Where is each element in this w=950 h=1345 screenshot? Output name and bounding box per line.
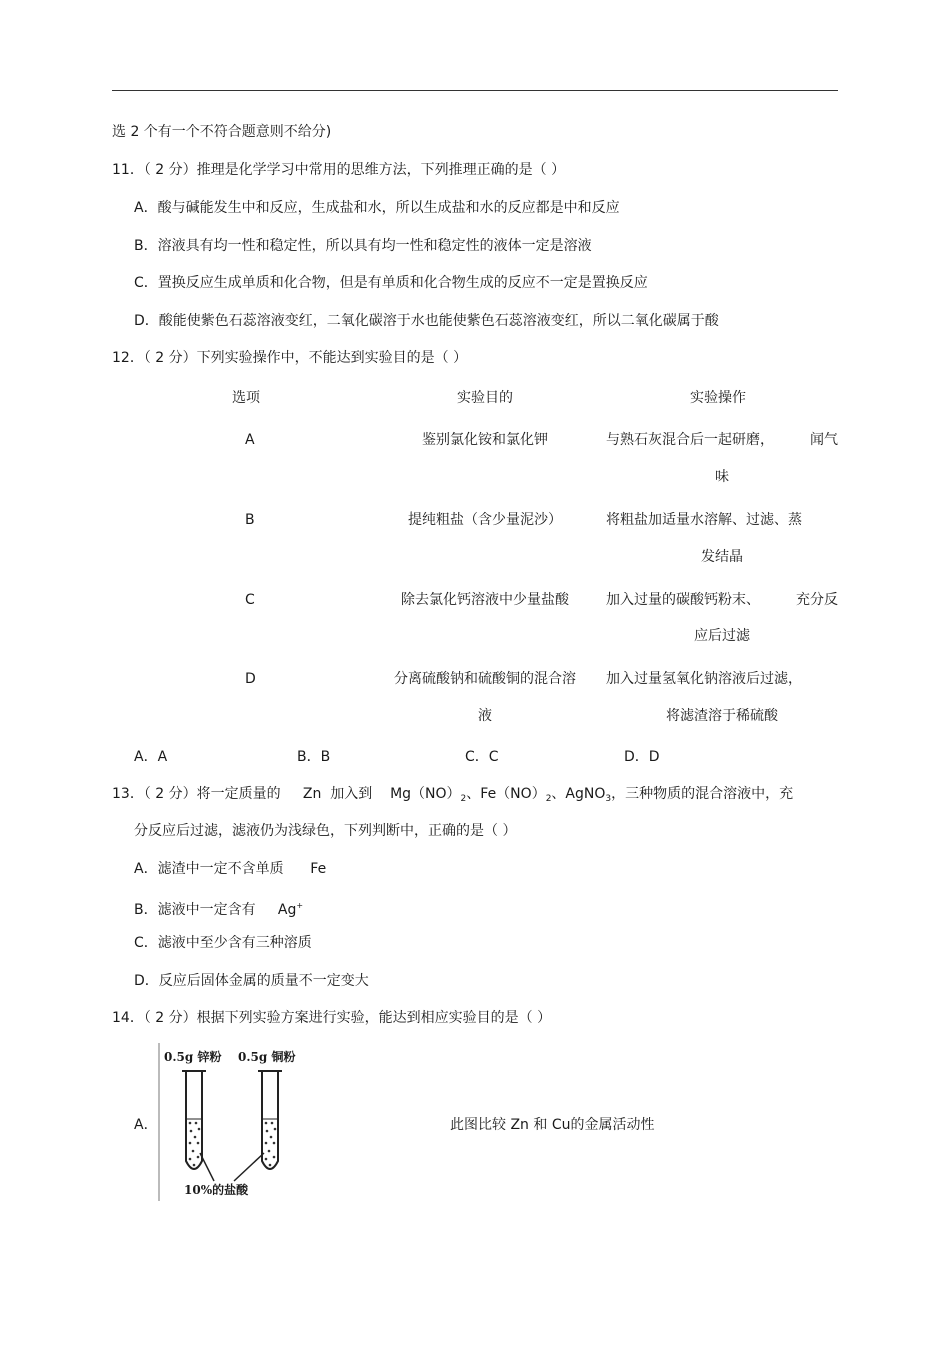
q13-option-d: D．反应后固体金属的质量不一定变大 bbox=[134, 973, 369, 989]
table-row-a-operation-line2: 味 bbox=[715, 469, 729, 485]
q11-stem: 11．（ 2 分）推理是化学学习中常用的思维方法，下列推理正确的是（ ） bbox=[112, 162, 566, 178]
table-row-b-operation-line1: 将粗盐加适量水溶解、过滤、蒸 bbox=[606, 512, 802, 528]
table-row-d-option: D bbox=[245, 671, 256, 687]
table-row-d-purpose-line2: 液 bbox=[478, 708, 492, 724]
q11-option-c: C．置换反应生成单质和化合物，但是有单质和化合物生成的反应不一定是置换反应 bbox=[134, 275, 648, 291]
q14-stem: 14．（ 2 分）根据下列实验方案进行实验，能达到相应实验目的是（ ） bbox=[112, 1010, 552, 1026]
table-header-operation: 实验操作 bbox=[690, 390, 746, 406]
q14-option-a-description: 此图比较 Zn 和 Cu的金属活动性 bbox=[450, 1117, 655, 1133]
top-rule bbox=[112, 90, 838, 91]
table-row-b-option: B bbox=[245, 512, 255, 528]
q13-option-a: A．滤渣中一定不含单质 Fe bbox=[134, 861, 327, 877]
q11-option-d: D．酸能使紫色石蕊溶液变红，二氧化碳溶于水也能使紫色石蕊溶液变红，所以二氧化碳属于酸 bbox=[134, 313, 719, 329]
figure-label-acid: 10%的盐酸 bbox=[184, 1183, 249, 1197]
table-header-purpose: 实验目的 bbox=[457, 390, 513, 406]
table-row-a-operation-line1: 与熟石灰混合后一起研磨， 闻气 bbox=[606, 432, 838, 448]
q14-option-a-letter: A． bbox=[134, 1117, 158, 1133]
q12-answer-c: C．C bbox=[465, 749, 499, 765]
q13-stem-line1: 13．（ 2 分）将一定质量的 Zn 加入到 $Mg(NO)_2$、$Fe(NO)_2$、AgNO$_3$，三种物质的混合溶液中，充 bbox=[112, 786, 794, 804]
test-tube-figure bbox=[158, 1043, 306, 1201]
table-header-option: 选项 bbox=[232, 390, 260, 406]
q12-answer-a: A．A bbox=[134, 749, 168, 765]
q12-answer-b: B．B bbox=[297, 749, 331, 765]
q11-option-b: B．溶液具有均一性和稳定性，所以具有均一性和稳定性的液体一定是溶液 bbox=[134, 238, 592, 254]
test-tubes-illustration bbox=[158, 1043, 306, 1201]
table-row-c-option: C bbox=[245, 592, 255, 608]
q13-stem-line2: 分反应后过滤，滤液仍为浅绿色，下列判断中，正确的是（ ） bbox=[134, 823, 517, 839]
table-row-c-operation-line1: 加入过量的碳酸钙粉末、 充分反 bbox=[606, 592, 838, 608]
table-row-c-operation-line2: 应后过滤 bbox=[694, 628, 750, 644]
table-row-d-operation-line1: 加入过量氢氧化钠溶液后过滤， bbox=[606, 671, 802, 687]
q12-stem: 12．（ 2 分）下列实验操作中，不能达到实验目的是（ ） bbox=[112, 350, 468, 366]
table-row-d-operation-line2: 将滤渣溶于稀硫酸 bbox=[666, 708, 778, 724]
q11-option-a: A．酸与碱能发生中和反应，生成盐和水，所以生成盐和水的反应都是中和反应 bbox=[134, 200, 620, 216]
figure-label-zinc: 0.5g 锌粉 bbox=[164, 1050, 222, 1064]
table-row-d-purpose-line1: 分离硫酸钠和硫酸铜的混合溶 bbox=[394, 671, 576, 687]
table-row-b-operation-line2: 发结晶 bbox=[701, 549, 743, 565]
table-row-b-purpose: 提纯粗盐（含少量泥沙） bbox=[408, 512, 562, 528]
table-row-c-purpose: 除去氯化钙溶液中少量盐酸 bbox=[401, 592, 569, 608]
q13-option-c: C．滤液中至少含有三种溶质 bbox=[134, 935, 312, 951]
q12-answer-d: D．D bbox=[624, 749, 660, 765]
figure-label-copper: 0.5g 铜粉 bbox=[238, 1050, 296, 1064]
q13-option-b: B．滤液中一定含有 Ag+ bbox=[134, 901, 304, 918]
header-note: 选 2 个有一个不符合题意则不给分) bbox=[112, 124, 332, 140]
table-row-a-purpose: 鉴别氯化铵和氯化钾 bbox=[422, 432, 548, 448]
table-row-a-option: A bbox=[245, 432, 255, 448]
